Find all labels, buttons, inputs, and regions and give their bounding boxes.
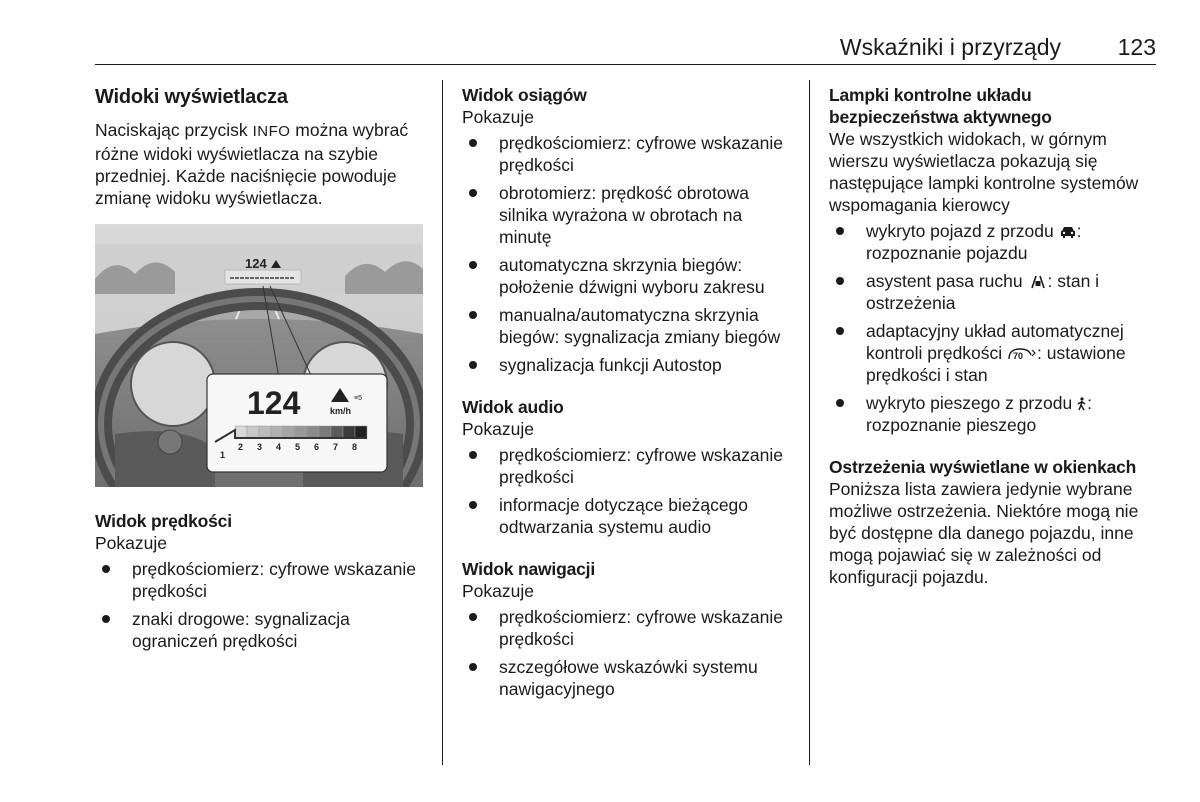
intro-before-icon: Naciskając przycisk bbox=[95, 120, 248, 140]
list-item: adaptacyjny układ automatycznej kontroli prędkości 70 : ustawione prędkości i stan bbox=[829, 320, 1159, 386]
intro-paragraph bbox=[95, 119, 425, 209]
list-item: wykryto pojazd z przodu : rozpoznanie pojazdu bbox=[829, 220, 1159, 264]
list-item: znaki drogowe: sygnalizacja ograniczeń prędkości bbox=[95, 608, 425, 652]
speed-unit: km/h bbox=[330, 406, 352, 416]
gear-number: 4 bbox=[276, 442, 282, 452]
paragraph: We wszystkich widokach, w górnym wierszu wyświetlacza pokazują się następujące lampki kontrolne systemów wspomagania kierowcy bbox=[829, 129, 1139, 215]
paragraph: Poniższa lista zawiera jedynie wybrane możliwe ostrzeżenia. Niektóre mogą nie być dostępne dla danego pojazdu, inne mogą pojawiać się w zależności od konfiguracji pojazdu. bbox=[829, 479, 1139, 587]
lead-text: Pokazuje bbox=[95, 533, 167, 553]
page-number: 123 bbox=[1117, 34, 1156, 60]
bullet-list bbox=[829, 220, 1159, 436]
column-1 bbox=[95, 80, 425, 658]
subsection-title: Widok osiągów bbox=[462, 85, 587, 105]
bullet-list bbox=[462, 132, 792, 376]
gear-number: 1 bbox=[220, 450, 226, 460]
list-item: sygnalizacja funkcji Autostop bbox=[462, 354, 792, 376]
bullet-list bbox=[462, 606, 792, 700]
lead-text: Pokazuje bbox=[462, 107, 534, 127]
subsection-title: Widok audio bbox=[462, 397, 564, 417]
pedestrian-icon bbox=[1077, 397, 1087, 411]
adaptive-cruise-icon bbox=[1007, 347, 1037, 361]
list-item: manualna/automatyczna skrzynia biegów: sygnalizacja zmiany biegów bbox=[462, 304, 792, 348]
column-divider bbox=[809, 80, 810, 765]
gear-indicator: ≡5 bbox=[354, 395, 362, 402]
vehicle-ahead-icon bbox=[1059, 225, 1077, 239]
column-3 bbox=[829, 80, 1159, 588]
list-item: wykryto pieszego z przodu : rozpoznanie pieszego bbox=[829, 392, 1159, 436]
list-item: automatyczna skrzynia biegów: położenie dźwigni wyboru zakresu bbox=[462, 254, 792, 298]
list-item: prędkościomierz: cyfrowe wskazanie prędkości bbox=[95, 558, 425, 602]
intro-line1-after: można bbox=[290, 120, 348, 140]
gear-number: 2 bbox=[238, 442, 244, 452]
subsection-title: Widok prędkości bbox=[95, 511, 232, 531]
column-divider bbox=[442, 80, 443, 765]
hud-speed-readout: 124 bbox=[247, 385, 301, 421]
subsection-title: Ostrzeżenia wyświetlane w okienkach bbox=[829, 457, 1137, 477]
list-item: informacje dotyczące bieżącego odtwarzania systemu audio bbox=[462, 494, 792, 538]
gear-number: 7 bbox=[333, 442, 339, 452]
gear-number: 5 bbox=[295, 442, 301, 452]
list-item: szczegółowe wskazówki systemu nawigacyjnego bbox=[462, 656, 792, 700]
bullet-list bbox=[95, 558, 425, 652]
gear-number: 3 bbox=[257, 442, 263, 452]
page-header bbox=[95, 34, 1156, 65]
list-item: prędkościomierz: cyfrowe wskazanie prędkości bbox=[462, 606, 792, 650]
windshield-speed-readout: 124 bbox=[245, 256, 267, 271]
lead-text: Pokazuje bbox=[462, 581, 534, 601]
section-title: Widoki wyświetlacza bbox=[95, 86, 288, 108]
intro-rest: wybrać różne widoki wyświetlacza na szybie przedniej. Każde naciśnięcie powoduje zmianę widoku wyświetlacza. bbox=[95, 120, 409, 208]
column-2 bbox=[462, 80, 792, 706]
gear-number: 8 bbox=[352, 442, 358, 452]
svg-text:70: 70 bbox=[1013, 351, 1024, 361]
gear-number: 6 bbox=[314, 442, 320, 452]
info-button-icon: INFO bbox=[252, 123, 291, 140]
subsection-title: Lampki kontrolne układu bezpieczeństwa aktywnego bbox=[829, 85, 1052, 127]
lane-assist-icon bbox=[1028, 275, 1048, 289]
chapter-title: Wskaźniki i przyrządy bbox=[839, 34, 1061, 60]
list-item: obrotomierz: prędkość obrotowa silnika wyrażona w obrotach na minutę bbox=[462, 182, 792, 248]
list-item: asystent pasa ruchu : stan i ostrzeżenia bbox=[829, 270, 1159, 314]
list-item: prędkościomierz: cyfrowe wskazanie prędkości bbox=[462, 444, 792, 488]
lead-text: Pokazuje bbox=[462, 419, 534, 439]
subsection-title: Widok nawigacji bbox=[462, 559, 595, 579]
head-up-display-illustration bbox=[95, 224, 423, 487]
list-item: prędkościomierz: cyfrowe wskazanie prędkości bbox=[462, 132, 792, 176]
bullet-list bbox=[462, 444, 792, 538]
